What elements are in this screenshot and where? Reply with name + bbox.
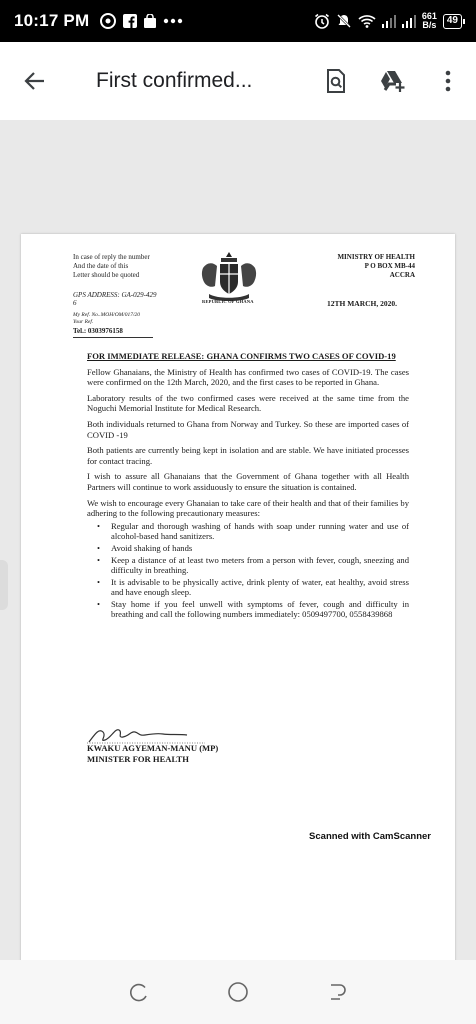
paragraph: I wish to assure all Ghanaians that the Government of Ghana together with all Health Partners will continue to work assiduously to ensure the situation is contained. xyxy=(87,471,409,492)
app-bar xyxy=(0,42,476,120)
reply-notice-line: And the date of this xyxy=(73,262,129,270)
document-viewer[interactable] xyxy=(0,120,476,960)
republic-label: REPUBLIC OF GHANA xyxy=(202,299,254,304)
gps-address-text: GPS ADDRESS: GA-029-429 xyxy=(73,291,157,299)
drive-add-icon xyxy=(379,69,405,93)
speed-unit: B/s xyxy=(422,20,437,30)
battery-level: 49 xyxy=(446,14,458,26)
paragraph: We wish to encourage every Ghanaian to take care of their health and that of their families by adhering to the following precautionary measures: xyxy=(87,497,409,519)
scanner-watermark: Scanned with CamScanner xyxy=(309,831,431,842)
scroll-handle[interactable] xyxy=(0,560,8,610)
ministry-line: ACCRA xyxy=(389,271,415,279)
ministry-line: MINISTRY OF HEALTH xyxy=(337,253,415,261)
back-button[interactable] xyxy=(0,42,70,120)
reply-notice-line: Letter should be quoted xyxy=(73,271,140,279)
letter-date: 12TH MARCH, 2020. xyxy=(327,299,397,308)
speed-value: 661 xyxy=(421,11,437,21)
notification-app-icon xyxy=(99,13,117,29)
status-time: 10:17 PM xyxy=(14,11,90,30)
system-icons xyxy=(314,12,462,30)
paragraph: Laboratory results of the two confirmed cases were received at the same time from the Noguchi Memorial Institute for Medical Research. xyxy=(87,392,409,414)
your-reference: Your Ref. xyxy=(73,319,94,325)
references xyxy=(73,312,140,326)
list-item: • Regular and thorough washing of hands with soap under running water and use of alcohol-based hand sanitizers. xyxy=(95,521,409,542)
back-nav-button[interactable] xyxy=(317,972,357,1012)
coat-of-arms-logo xyxy=(199,250,259,302)
list-item: • Stay home if you feel unwell with symptoms of fever, cough and difficulty in breathing and call the following numbers immediately: 0509497700, 0558439868 xyxy=(95,599,409,620)
ministry-address xyxy=(337,253,415,280)
wifi-icon xyxy=(358,14,376,28)
signal-2-icon xyxy=(402,14,416,28)
list-item: • Keep a distance of at least two meters from a person with fever, cough, sneezing and difficulty in breathing. xyxy=(95,555,409,576)
shopping-bag-icon xyxy=(143,14,157,28)
signer-name: KWAKU AGYEMAN-MANU (MP) xyxy=(87,743,219,753)
home-button[interactable] xyxy=(218,972,258,1012)
facebook-icon xyxy=(123,14,137,28)
search-document-icon xyxy=(326,69,346,93)
ministry-line: P O BOX MB-44 xyxy=(364,262,415,270)
telephone: Tel.: 0303976158 xyxy=(73,327,123,335)
press-release-headline: FOR IMMEDIATE RELEASE: GHANA CONFIRMS TWO CASES OF COVID-19 xyxy=(87,351,396,361)
home-icon xyxy=(227,981,249,1003)
search-in-document-button[interactable] xyxy=(308,42,364,120)
paragraph: Both individuals returned to Ghana from Norway and Turkey. So these are imported cases of COVID -19 xyxy=(87,418,409,440)
status-bar xyxy=(0,0,476,42)
more-notifications-icon xyxy=(163,18,183,24)
notification-icons xyxy=(99,13,183,29)
signatory xyxy=(87,743,218,765)
list-item: • Avoid shaking of hands xyxy=(95,543,409,554)
signer-title: MINISTER FOR HEALTH xyxy=(87,754,189,764)
signal-1-icon xyxy=(382,14,396,28)
document-title: First confirmed... xyxy=(96,69,253,92)
document-page xyxy=(21,234,455,968)
back-arrow-icon xyxy=(24,70,46,92)
more-options-button[interactable] xyxy=(420,42,476,120)
battery-icon xyxy=(443,14,462,29)
navigation-bar xyxy=(0,960,476,1024)
more-vert-icon xyxy=(445,70,451,92)
mute-icon xyxy=(336,13,352,29)
alarm-icon xyxy=(314,13,330,29)
back-icon xyxy=(327,982,347,1002)
reply-notice-line: In case of reply the number xyxy=(73,253,150,261)
reply-notice xyxy=(73,253,150,280)
recents-button[interactable] xyxy=(119,972,159,1012)
my-reference: My Ref. No..MOH/OM/017/20 xyxy=(73,312,141,318)
measures-list xyxy=(87,521,409,620)
gps-address-digit: 6 xyxy=(73,299,77,307)
letter-body xyxy=(87,351,409,621)
list-item: • It is advisable to be physically active, drink plenty of water, eat healthy, avoid stress and have enough sleep. xyxy=(95,577,409,598)
divider xyxy=(73,337,153,338)
paragraph: Fellow Ghanaians, the Ministry of Health has confirmed two cases of COVID-19. The cases were confirmed on the 12th March, 2020, and the first cases to be reported in Ghana. xyxy=(87,366,409,388)
add-to-drive-button[interactable] xyxy=(364,42,420,120)
paragraph: Both patients are currently being kept in isolation and are stable. We have initiated processes for contact tracing. xyxy=(87,445,409,466)
gps-address xyxy=(73,291,156,307)
recents-icon xyxy=(129,982,149,1002)
network-speed xyxy=(422,12,437,30)
